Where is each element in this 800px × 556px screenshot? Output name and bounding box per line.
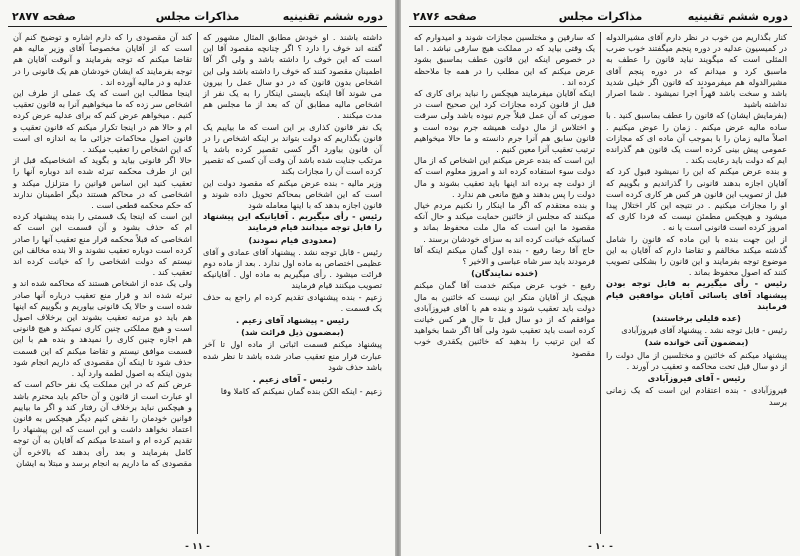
paragraph: پیشنهاد میکنم که خائنین و مختلسین از مال دولت را از دو سال قبل تحت محاکمه و تعقیب در آورند . — [606, 349, 787, 371]
page-right — [401, 0, 800, 556]
series-title: دوره ششم تقنینیه — [282, 9, 383, 23]
series-title: دوره ششم تقنینیه — [687, 9, 788, 23]
column-right — [600, 32, 792, 534]
paragraph: حالا اگر قانونی بیاید و بگوید که اشخاصیکه قبل از این از طرف محکمه تبرئه شده اند دوباره آنها را تعقیب کنید این اساس قوانین را متزلزل میکند و اشخاصی که در محاکم هستند دیگر اطمینان ندارند که حکم محکمه قطعی است . — [13, 155, 192, 211]
page-header — [409, 6, 792, 27]
speaker-line: رئیس - رأی میگیریم . آقایانیکه این پیشنهاد را قابل توجه میدانند قیام فرمایند — [203, 211, 382, 233]
paragraph: اینجا مطالب این است که یک عملی از طرف این اشخاص سر زده که ما میخواهیم آنرا به قانون تعقیب کنیم . میخواهم عرض کنم که برای عدلیه عرض کرده ام و حالا هم در اینجا تکرار میکنم که قانون تعقیب و قانون اصول محاکمات جزائی ما به اندازه ای است که این اشخاص را تعقیب میکند . — [13, 88, 192, 155]
text-columns — [8, 32, 387, 534]
stage-direction: (عده قلیلی برخاستند) — [652, 313, 741, 324]
column-left — [409, 32, 600, 534]
paragraph: پیشنهاد میکنم قسمت اثباتی از ماده اول تا آخر عبارت قرار منع تعقیب صادر شده باشد تا نظر شده باشد حذف شود — [203, 339, 382, 372]
speaker-line: رئیس - رأی میگیریم به قابل توجه بودن پیشنهاد آقای یاسائی آقایان موافقین قیام فرمایند — [606, 278, 787, 311]
paragraph: رئیس - قابل توجه نشد . پیشنهاد آقای عمادی و آقای عظیمی اختصاص به ماده اول ندارد . بعد از ماده دوم قرائت میشود . رأی میگیریم به ماده اول . آقایانیکه تصویب میکنند قیام فرمایند — [203, 246, 382, 291]
paragraph: فیروزآبادی - بنده اعتقادم این است که یک زمانی برسد — [606, 385, 787, 407]
stage-direction: (بمضمون ذیل قرائت شد) — [241, 327, 344, 338]
column-left — [8, 32, 197, 534]
page-header — [8, 6, 387, 27]
paragraph: رئیس - قابل توجه نشد . پیشنهاد آقای فیروزآبادی — [621, 325, 787, 336]
paragraph: زعیم - اینکه الکن بنده گمان نمیکنم که کاملا وفا — [220, 386, 382, 397]
paragraph: و بنده عرض میکنم که این را نمیشود قبول کرد که آقایان اجازه بدهند قانونی را گذراندیم و بگوییم که قبل از تصویب این قانون هر کس هر کاری کرده است او را مجازات میکنیم . در نتیجه این کار اختلال پیدا میشود و هیچکس مطمئن نیست که فردا کاری که امروز کرده است قانونی است یا نه . — [606, 166, 787, 233]
paragraph: کنار بگذاریم من خوب در نظر دارم آقای مشیرالدوله در کمیسیون عدلیه در دوره پنجم میگفتند خوب ضرب المثلی است که میگویند نباید قانون را عطف به ماسبق کرد و میدانم که در دوره پنجم آقای مشیرالدوله هم میفرمودند که قانون اگر خیلی شدید باشد و سخت باشد قهراً اجرا نمیشود . شما اصرار نداشته باشید — [606, 32, 787, 110]
page-number: - ۱۰ - — [588, 542, 613, 552]
stage-direction: (معدودی قیام نمودند) — [248, 234, 337, 245]
paragraph: زعیم - بنده پیشنهادی تقدیم کرده ام راجع به حذف یک قسمت . — [203, 291, 382, 313]
paragraph: وزیر مالیه - بنده عرض میکنم که مقصود دولت این است که این اشخاص بمحاکم تحویل داده شوند و قانون اجازه بدهد که با اینها معامله شود — [203, 177, 382, 211]
paragraph: این است که اینجا یک قسمتی را بنده پیشنهاد کرده ام که حذف بشود و آن قسمت این است که اشخاصی که قبلاً محکمه قرار منع تعقیب آنها را صادر کرده است دوباره تعقیب نشوند و الا بنده مخالف این نیستم که دولت اشخاصی را که خیانت کرده اند تعقیب کند . — [13, 211, 192, 278]
stage-direction: (خنده نمایندگان) — [471, 268, 538, 279]
paragraph: این است که بنده عرض میکنم این اشخاص که از مال دولت سوء استفاده کرده اند و امروز معلوم است که از دولت چه برده اند اینها باید تعقیب بشوند و مال دولت را پس بدهند و هیچ مانعی هم ندارد . — [414, 155, 595, 199]
paragraph: حاج آقا رضا رفیع - بنده اول گمان میکنم اینکه آقا فرمودند باید سر شاه عباسی و الاخیر ؟ — [414, 244, 595, 267]
column-right — [197, 32, 387, 534]
page-number: - ۱۱ - — [185, 542, 210, 552]
text-columns — [409, 32, 792, 534]
page-label: صفحه ۲۸۷۷ — [12, 9, 76, 23]
publication-title: مذاکرات مجلس — [155, 9, 240, 23]
paragraph: رفیع - خوب عرض میکنم خدمت آقا گمان میکنم هیچیک از آقایان منکر این نیست که خائنین به مال دولت باید تعقیب شوند و بنده هم با آقای فیروزآبادی موافقم که از دو سال قبل تا حال هر کس خیانت کرده است باید تعقیب شود ولی آقا اگر شما بخواهید که این ترتیب را بدهید که خائنین یکقدری خوب مقصود — [414, 280, 595, 358]
paragraph: که سارقین و مختلسین مجازات شوند و امیدوارم که یک وقتی بیاید که در مملکت هیچ سارقی نباشد . اما در خصوص اینکه این قانون عطف بماسبق بشود عرض میکنم که این مطلب را در همه جا ملاحظه کرده اند . — [414, 32, 595, 87]
paragraph: کند آن مقصودی را که دارم اشاره و توضیح کنم آن است که از آقایان مخصوصاً آقای وزیر مالیه هم تقاضا میکنم که توجه بفرمایند و آنوقت آقایان هم توجه بفرمایند که ایشان خودشان هم یک قانونی را در عدلیه و در مالیه آورده اند . — [13, 32, 192, 87]
publication-title: مذاکرات مجلس — [558, 9, 643, 23]
page-label: صفحه ۲۸۷۶ — [413, 9, 477, 23]
paragraph: داشته باشند . او خودش مطابق المثال مشهور که گفته اند خوف را دارد ؟ اگر چنانچه مقصود آقا این است که این خوف را داشته باشد و ولی اگر آقا اطمینان مقصود کنند که خوف را داشته باشد ولی این اشخاص بدون قانون که در دو سال عمل را بیرون می شوند آقا اینکه بایستی اینکار را به یک نفر از اشخاص مالیه مطابق آن که بعد از ما مجلس هم مدت میکنند . — [203, 32, 382, 121]
page-left — [0, 0, 395, 556]
paragraph: عرض کنم که در این مملکت یک نفر حاکم است که او عبارت است از قانون و آن حاکم باید محترم باشد و هیچکس نباید برخلاف آن رفتار کند و اگر ما بیاییم قوانین خودمان را نقض کنیم دیگر هیچکس به قانون اعتماد نخواهد داشت و این است که این پیشنهاد را تقدیم کرده ام و استدعا میکنم که آقایان به آن توجه کامل بفرمایند و بعد رأی بدهند که بالاخره آن مقصودی که ما داریم به انجام برسد و مبتلا به ایشان — [13, 379, 192, 468]
paragraph: و بنده معتقدم که اگر ما اینکار را نکنیم مردم خیال میکنند که مجلس از خائنین حمایت میکند و حال آنکه مقصود ما این است که مال ملت محفوظ بماند و کسانیکه خیانت کرده اند به سزای خودشان برسند . — [414, 200, 595, 244]
paragraph: (بفرمایش ایشان) که قانون را عطف بماسبق کنید . با ساده مالیه عرض میکنم . زمان را عوض میکنیم . اصلاً مالیه زمان را با بموجب آن ماده ای که مجازات عمومی پیش بینی کرده است یک قانون هم گذرانده ایم که دولت باید رعایت بکند . — [606, 110, 787, 166]
speaker-line: رئیس - آقای زعیم . — [252, 374, 333, 385]
speaker-line: رئیس - آقای فیروزآبادی — [647, 373, 746, 384]
paragraph: یک نفر قانون کذاری بر این است که ما بیاییم یک قانون بگذاریم که دولت بتواند بر اینکه اشخاص را در آن قانون بیاورد اگر کسی تقصیر کرده باشد یا مرتکب جنایت شده باشد آن وقت آن کسی که تقصیر کرده است آن را مجازات بکند — [203, 121, 382, 177]
paragraph: ولی یک عده از اشخاص هستند که محاکمه شده اند و تبرئه شده اند و قرار منع تعقیب درباره آنها صادر شده است و حالا یک قانونی بیاوریم و بگوییم که اینها هم باید دو مرتبه تعقیب بشوند این برخلاف اصول است و هیچ مملکتی چنین کاری نمیکند و هیچ قانونی هم اجازه چنین کاری را نمیدهد و بنده هم با این قسمت موافق نیستم و تقاضا میکنم که این قسمت حذف شود تا اینکه آن مقصودی که داریم انجام شود بدون اینکه به اصول لطمه وارد آید . — [13, 278, 192, 379]
speaker-line: رئیس - پیشنهاد آقای زعیم . — [235, 315, 350, 326]
stage-direction: (بمضمون آتی خوانده شد) — [644, 337, 749, 348]
paragraph: از این جهت بنده با این ماده که قانون را شامل گذشته میکند مخالفم و تقاضا دارم که آقایان به این موضوع توجه بفرمایند و این قانون را بشکلی تصویب کنند که اصول محفوظ بماند . — [606, 233, 787, 278]
paragraph: اینکه آقایان میفرمایند هیچکس را نباید برای کاری که قبل از قانون کرده مجازات کرد این صحیح است در صورتی که آن عمل قبلاً جرم نبوده باشد ولی سرقت و اختلاس از مال دولت همیشه جرم بوده است و قانون سابق هم آنرا جرم دانسته و ما حالا میخواهیم ترتیب تعقیب آنرا معین کنیم . — [414, 88, 595, 155]
